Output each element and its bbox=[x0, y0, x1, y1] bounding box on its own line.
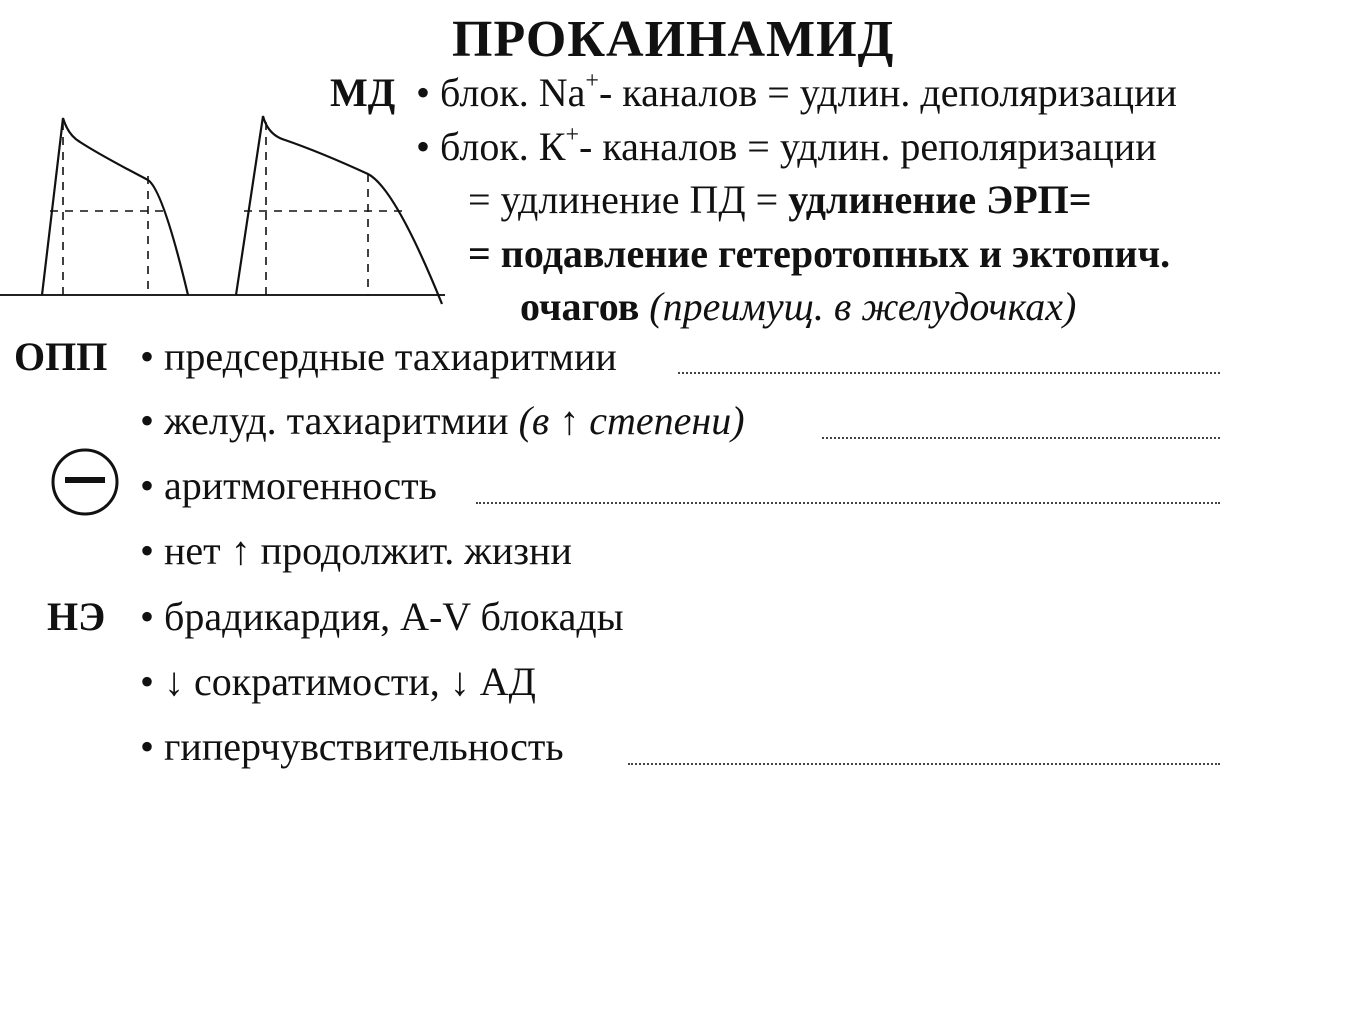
bullet: • bbox=[416, 70, 431, 115]
ne-item-2: • ↓ сократимости, ↓ АД bbox=[140, 659, 536, 704]
dotted-leader bbox=[678, 372, 1220, 374]
md-line-2: • блок. К+- каналов = удлин. реполяризации bbox=[416, 122, 1157, 169]
ne-item-1: • брадикардия, A-V блокады bbox=[140, 594, 624, 639]
minus-circle-icon bbox=[49, 446, 121, 518]
md-label: МД bbox=[330, 70, 396, 115]
dotted-leader bbox=[476, 502, 1220, 504]
md-line-3: = удлинение ПД = удлинение ЭРП= bbox=[468, 177, 1092, 222]
action-potential-diagram bbox=[0, 110, 450, 310]
dotted-leader bbox=[628, 763, 1220, 765]
opp-label: ОПП bbox=[14, 334, 108, 379]
opp-item-3: • аритмогенность bbox=[140, 463, 437, 508]
bullet: • bbox=[140, 724, 155, 769]
ne-label: НЭ bbox=[47, 594, 106, 639]
action-potential-curve-prolonged bbox=[236, 116, 442, 304]
bullet: • bbox=[140, 463, 155, 508]
action-potential-curve-before bbox=[42, 118, 188, 295]
bullet: • bbox=[140, 334, 155, 379]
bullet: • bbox=[140, 594, 155, 639]
ne-item-3: • гиперчувствительность bbox=[140, 724, 564, 769]
md-line-4: = подавление гетеротопных и эктопич. bbox=[468, 231, 1171, 276]
dotted-leader bbox=[822, 437, 1220, 439]
bullet: • bbox=[140, 398, 155, 443]
page-title: ПРОКАИНАМИД bbox=[452, 11, 895, 68]
md-line-5: очагов (преимущ. в желудочках) bbox=[520, 284, 1077, 329]
opp-item-1: • предсердные тахиаритмии bbox=[140, 334, 617, 379]
opp-item-2: • желуд. тахиаритмии (в ↑ степени) bbox=[140, 398, 745, 443]
bullet: • bbox=[140, 659, 155, 704]
opp-item-4: • нет ↑ продолжит. жизни bbox=[140, 528, 572, 573]
bullet: • bbox=[140, 528, 155, 573]
bullet: • bbox=[416, 124, 431, 169]
md-line-1: • блок. Na+- каналов = удлин. деполяризации bbox=[416, 68, 1177, 115]
